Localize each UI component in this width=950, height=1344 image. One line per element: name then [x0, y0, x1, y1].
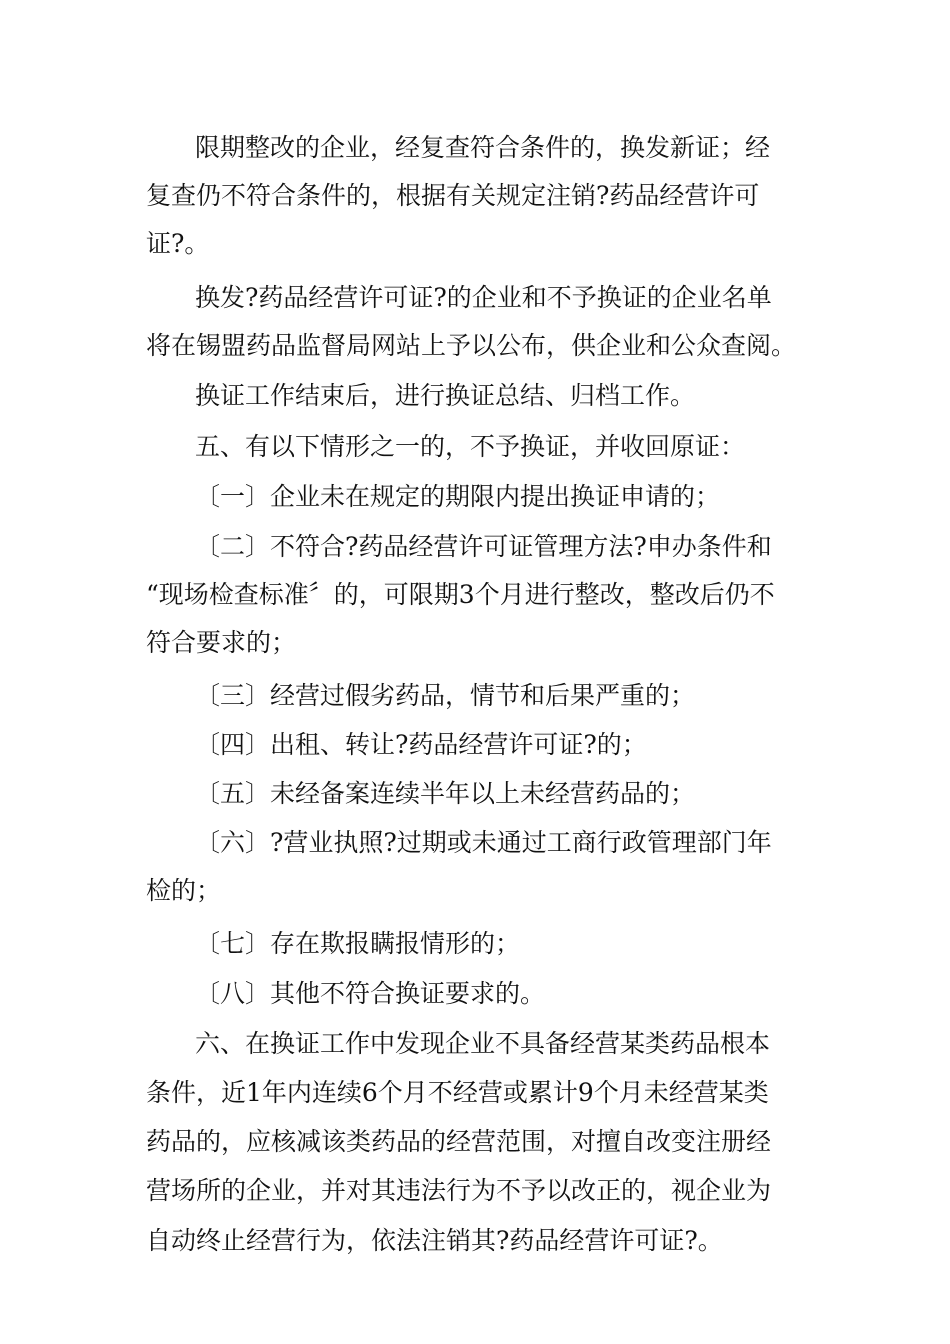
text-line-22: 营场所的企业，并对其违法行为不予以改正的，视企业为 — [146, 1176, 772, 1205]
text-line-18: 〔八〕其他不符合换证要求的。 — [195, 979, 546, 1008]
text-line-3: 证?。 — [146, 229, 210, 258]
text-line-13: 〔四〕出租、转让?药品经营许可证?的； — [195, 730, 647, 759]
text-line-6: 换证工作结束后，进行换证总结、归档工作。 — [195, 381, 696, 410]
text-line-12: 〔三〕经营过假劣药品，情节和后果严重的； — [195, 681, 696, 710]
text-line-4: 换发?药品经营许可证?的企业和不予换证的企业名单 — [195, 283, 772, 312]
text-line-15: 〔六〕?营业执照?过期或未通过工商行政管理部门年 — [195, 828, 772, 857]
text-line-7: 五、有以下情形之一的，不予换证，并收回原证： — [195, 432, 746, 461]
text-line-5: 将在锡盟药品监督局网站上予以公布，供企业和公众查阅。 — [146, 331, 797, 360]
text-line-19: 六、在换证工作中发现企业不具备经营某类药品根本 — [195, 1029, 771, 1058]
text-line-21: 药品的，应核减该类药品的经营范围，对擅自改变注册经 — [146, 1127, 772, 1156]
text-line-1: 限期整改的企业，经复查符合条件的，换发新证；经 — [195, 133, 771, 162]
text-line-23: 自动终止经营行为，依法注销其?药品经营许可证?。 — [146, 1226, 723, 1255]
text-line-14: 〔五〕未经备案连续半年以上未经营药品的； — [195, 779, 696, 808]
text-line-16: 检的； — [146, 876, 222, 905]
text-line-8: 〔一〕企业未在规定的期限内提出换证申请的； — [195, 482, 721, 511]
text-line-11: 符合要求的； — [146, 628, 297, 657]
text-line-2: 复查仍不符合条件的，根据有关规定注销?药品经营许可 — [146, 181, 760, 210]
text-line-20: 条件，近1年内连续6个月不经营或累计9个月未经营某类 — [146, 1078, 769, 1107]
text-line-17: 〔七〕存在欺报瞒报情形的； — [195, 929, 521, 958]
text-line-10: “现场检查标准〞的，可限期3个月进行整改，整改后仍不 — [146, 580, 775, 609]
text-line-9: 〔二〕不符合?药品经营许可证管理方法?申办条件和 — [195, 532, 772, 561]
